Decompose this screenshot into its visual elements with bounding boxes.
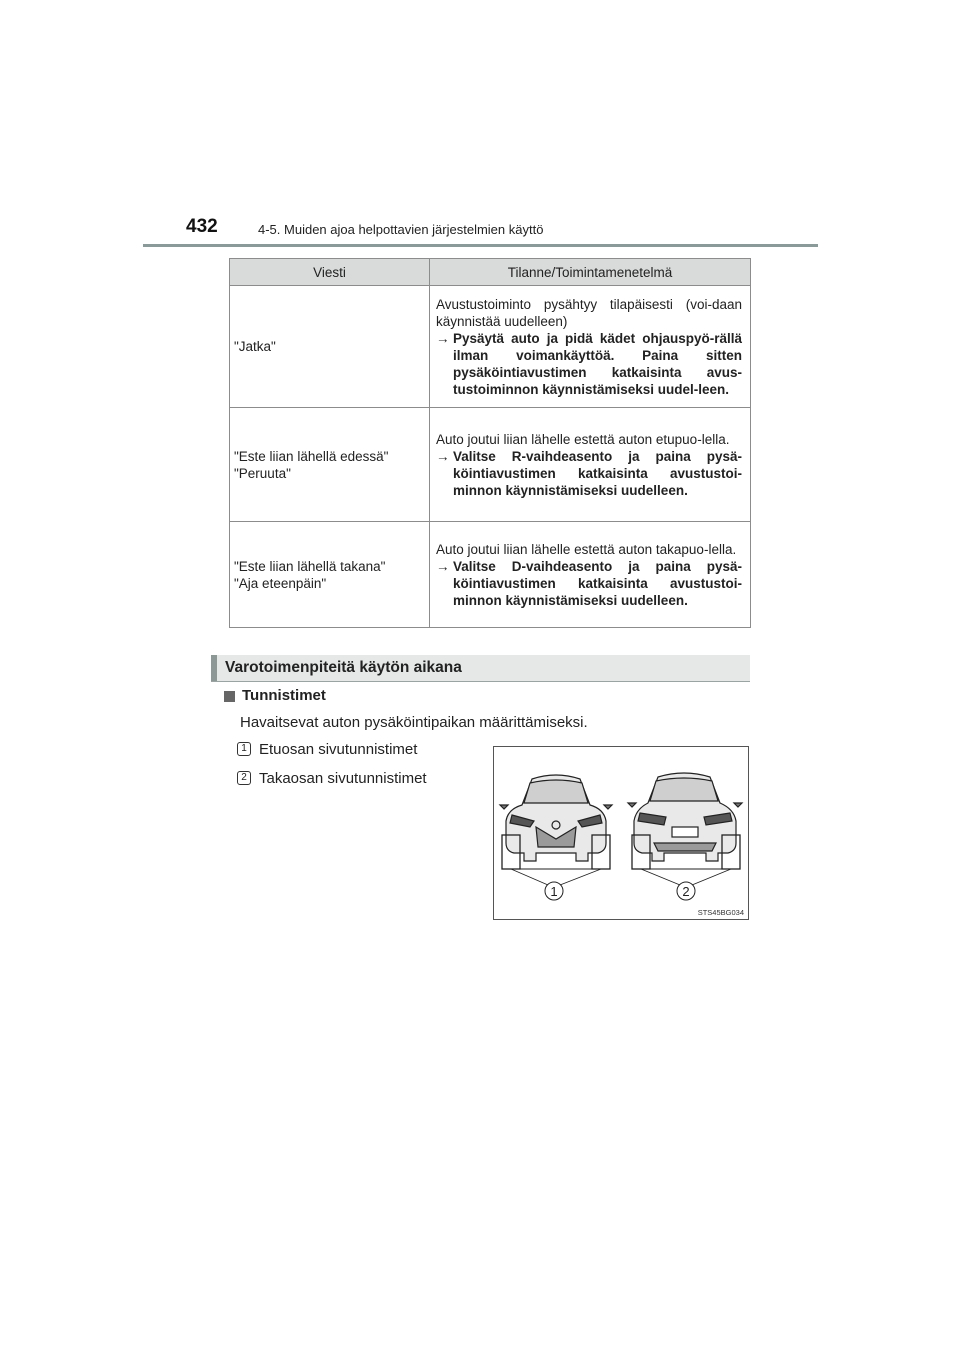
message-line: "Peruuta"	[234, 465, 291, 481]
message-line: "Jatka"	[234, 339, 276, 354]
action-text: Pysäytä auto ja pidä kädet ohjauspyö-rällä ilman voimankäyttöä. Paina sitten pysäköintiavustimen katkaisinta avus-tustoiminnon käynnistämiseksi uudel-leen.	[453, 331, 742, 397]
callout-1-label: 1	[550, 884, 558, 899]
table-row	[230, 286, 751, 408]
rear-car-icon	[628, 773, 742, 861]
table-row	[230, 408, 751, 522]
situation-text: Auto joutui liian lähelle estettä auton takapuo-lella.	[436, 542, 737, 557]
callout-accent	[211, 655, 217, 681]
message-cell	[230, 522, 430, 628]
situation-text: Auto joutui liian lähelle estettä auton etupuo-lella.	[436, 432, 730, 447]
action-instruction	[436, 558, 742, 609]
situation-cell	[430, 286, 751, 408]
sensor-illustration	[493, 746, 749, 920]
arrow-icon: →	[436, 559, 450, 574]
action-instruction	[436, 448, 742, 499]
message-line: "Aja eteenpäin"	[234, 575, 327, 591]
action-text: Valitse R-vaihdeasento ja paina pysä-köintiavustimen katkaisinta avustustoi-minnon käynnistämiseksi uudelleen.	[453, 449, 742, 498]
page-number: 432	[186, 216, 218, 237]
sensors-description: Havaitsevat auton pysäköintipaikan määrittämiseksi.	[240, 714, 588, 731]
table-header-row	[230, 259, 751, 286]
front-car-icon	[500, 775, 612, 861]
callout-heading	[211, 655, 750, 682]
number-1-badge: 1	[237, 742, 251, 756]
figure-code: STS45BG034	[697, 908, 744, 917]
arrow-icon: →	[436, 449, 450, 464]
header-rule	[143, 244, 818, 247]
sensors-subhead: Tunnistimet	[242, 687, 326, 704]
message-cell	[230, 286, 430, 408]
table-row	[230, 522, 751, 628]
message-table	[229, 258, 751, 628]
action-text: Valitse D-vaihdeasento ja paina pysä-köintiavustimen katkaisinta avustustoi-minnon käynnistämiseksi uudelleen.	[453, 559, 742, 608]
message-line: "Este liian lähellä takana"	[234, 558, 386, 574]
callout-title: Varotoimenpiteitä käytön aikana	[225, 659, 462, 676]
column-header-message: Viesti	[230, 259, 430, 286]
callout-2-label: 2	[682, 884, 690, 899]
square-bullet-icon	[224, 691, 235, 702]
situation-text: Avustustoiminto pysähtyy tilapäisesti (voi-daan käynnistää uudelleen)	[436, 297, 742, 329]
legend-item-front-sensors: Etuosan sivutunnistimet	[259, 741, 418, 758]
car-diagram	[494, 747, 750, 921]
number-2-badge: 2	[237, 771, 251, 785]
section-title: 4-5. Muiden ajoa helpottavien järjestelmien käyttö	[258, 222, 544, 237]
message-cell	[230, 408, 430, 522]
action-instruction	[436, 330, 742, 398]
legend-item-rear-sensors: Takaosan sivutunnistimet	[259, 770, 427, 787]
message-line: "Este liian lähellä edessä"	[234, 448, 389, 464]
situation-cell	[430, 408, 751, 522]
arrow-icon: →	[436, 331, 450, 346]
situation-cell	[430, 522, 751, 628]
column-header-situation: Tilanne/Toimintamenetelmä	[430, 259, 751, 286]
